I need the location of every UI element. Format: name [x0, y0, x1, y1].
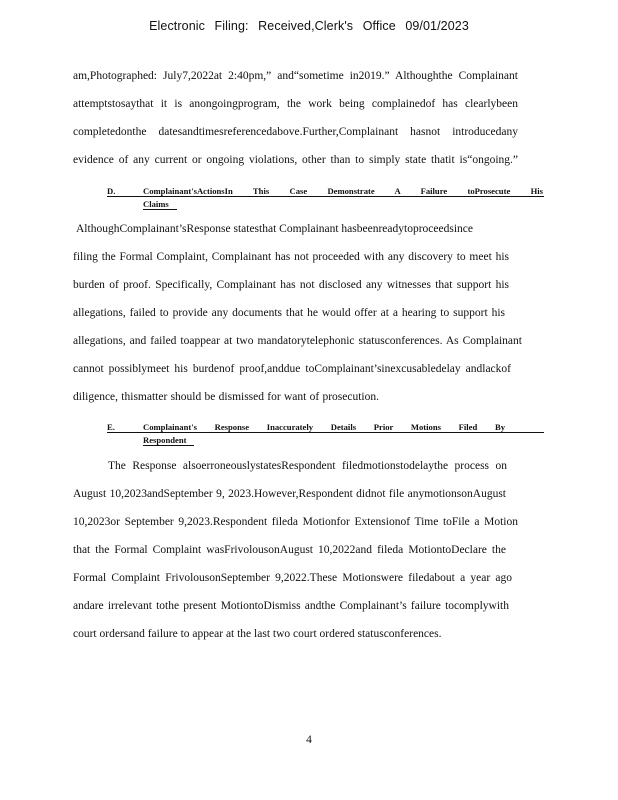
page-number: 4: [306, 734, 312, 746]
paragraph-line: evidence of any current or ongoing violations, other than to simply state thatit is“ongoing.”: [73, 154, 518, 166]
paragraph-line: AlthoughComplainant’sResponse statesthat Complainant hasbeenreadytoproceedsince: [76, 223, 473, 235]
section-heading-d: [107, 186, 544, 197]
paragraph-line: diligence, thismatter should be dismissed for want of prosecution.: [73, 391, 379, 403]
section-title: Complainant'sActionsIn This Case Demonstrate A Failure toProsecute His: [143, 186, 543, 196]
section-heading-e: [107, 422, 544, 433]
paragraph-line: August 10,2023andSeptember 9, 2023.However,Respondent didnot file anymotionsonAugust: [73, 488, 506, 500]
paragraph-line: completedonthe datesandtimesreferencedabove.Further,Complainant hasnot introducedany: [73, 126, 518, 138]
paragraph-line: allegations, failed to provide any documents that he would offer at a hearing to support his: [73, 307, 505, 319]
paragraph-line: court ordersand failure to appear at the last two court ordered statusconferences.: [73, 628, 442, 640]
section-title-continuation: Claims: [143, 199, 177, 210]
section-title: Complainant's Response Inaccurately Details Prior Motions Filed By: [143, 422, 505, 432]
filing-header: Electronic Filing: Received,Clerk's Office 09/01/2023: [149, 19, 469, 33]
paragraph-line: burden of proof. Specifically, Complainant has not disclosed any witnesses that support his: [73, 279, 509, 291]
section-letter: D.: [107, 186, 116, 196]
paragraph-line: am,Photographed: July7,2022at 2:40pm,” and“sometime in2019.” Althoughthe Complainant: [73, 70, 518, 82]
paragraph-line: Formal Complaint FrivolousonSeptember 9,2022.These Motionswere filedabout a year ago: [73, 572, 512, 584]
paragraph-line: andare irrelevant tothe present MotiontoDismiss andthe Complainant’s failure tocomplywith: [73, 600, 509, 612]
paragraph-line: 10,2023or September 9,2023.Respondent fileda Motionfor Extensionof Time toFile a Motion: [73, 516, 518, 528]
paragraph-line: The Response alsoerroneouslystatesRespondent filedmotionstodelaythe process on: [108, 460, 507, 472]
paragraph-line: that the Formal Complaint wasFrivolousonAugust 10,2022and fileda MotiontoDeclare the: [73, 544, 506, 556]
paragraph-line: cannot possiblymeet his burdenof proof,anddue toComplainant’sinexcusabledelay andlackof: [73, 363, 511, 375]
section-title-continuation: Respondent: [143, 435, 194, 446]
paragraph-line: filing the Formal Complaint, Complainant has not proceeded with any discovery to meet his: [73, 251, 509, 263]
paragraph-line: allegations, and failed toappear at two mandatorytelephonic statusconferences. As Complainant: [73, 335, 522, 347]
section-letter: E.: [107, 422, 115, 432]
paragraph-line: attemptstosaythat it is anongoingprogram, the work being complainedof has clearlybeen: [73, 98, 518, 110]
